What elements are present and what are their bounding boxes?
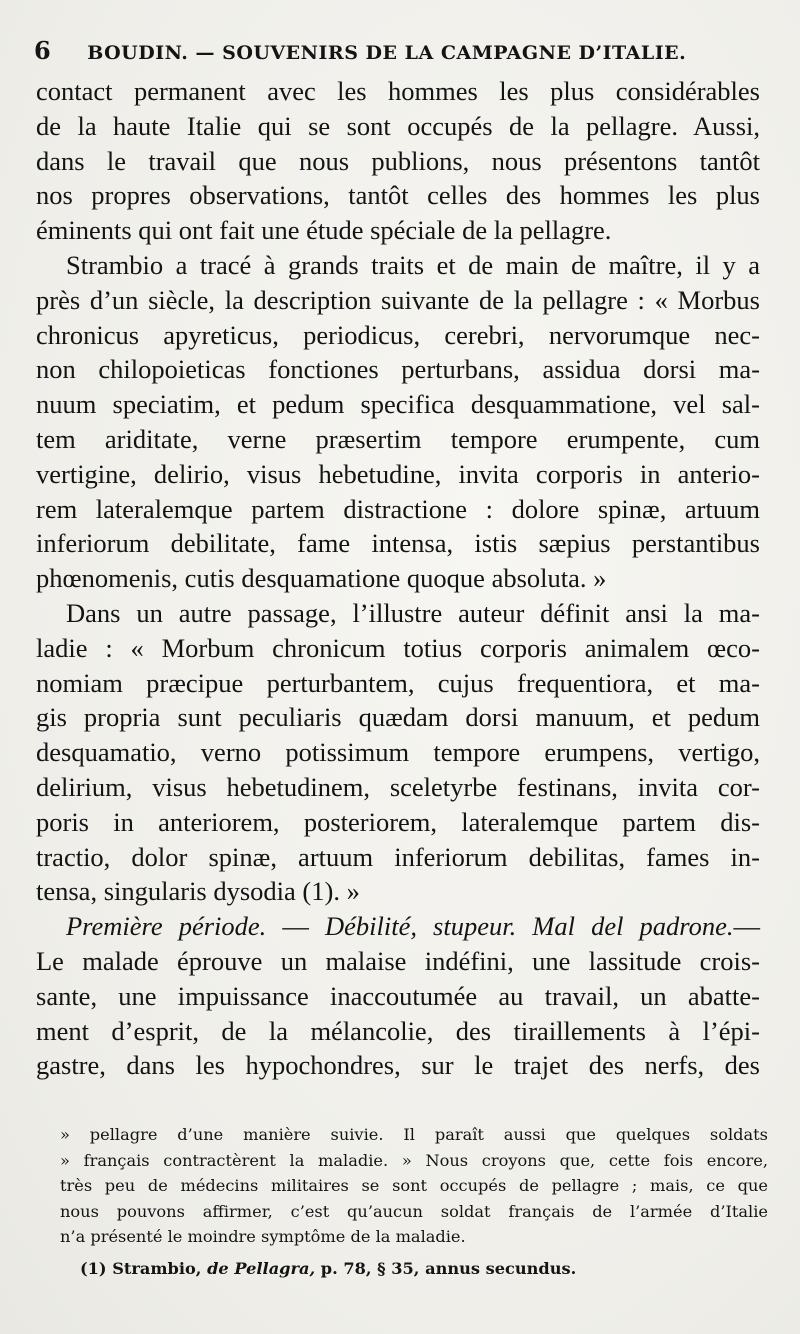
text-line: rem lateralemque partem distractione : dolore spinæ, artuum xyxy=(36,493,760,524)
page-number: 6 xyxy=(34,36,52,65)
text-line: inferiorum debilitate, fame intensa, istis sæpius perstantibus xyxy=(36,528,760,559)
period-dash: — xyxy=(266,911,325,942)
notes-block xyxy=(60,1122,768,1282)
text-line: Dans un autre passage, l’illustre auteur définit ansi la ma- xyxy=(66,597,760,628)
main-text xyxy=(36,74,760,1083)
text-line: desquamatio, verno potissimum tempore erumpens, vertigo, xyxy=(36,737,760,768)
period-heading xyxy=(36,909,760,944)
text-line: tractio, dolor spinæ, artuum inferiorum debilitas, fames in- xyxy=(36,841,760,872)
footnote xyxy=(60,1256,768,1282)
text-line: chronicus apyreticus, periodicus, cerebri, nervorumque nec- xyxy=(36,319,760,350)
period-title: Débilité, stupeur. Mal del padrone. xyxy=(324,911,734,942)
period-trail: — xyxy=(733,911,761,942)
running-header xyxy=(34,36,764,65)
text-line: tensa, singularis dysodia (1). » xyxy=(36,876,360,907)
text-line: ment d’esprit, de la mélancolie, des tiraillements à l’épi- xyxy=(36,1015,760,1046)
text-line: vertigine, delirio, visus hebetudine, invita corporis in anterio- xyxy=(36,458,760,489)
text-line: ladie : « Morbum chronicum totius corporis animalem œco- xyxy=(36,632,760,663)
text-line: près d’un siècle, la description suivante de la pellagre : « Morbus xyxy=(36,284,760,315)
text-line: delirium, visus hebetudinem, sceletyrbe festinans, invita cor- xyxy=(36,771,760,802)
text-line: tem ariditate, verne præsertim tempore erumpente, cum xyxy=(36,423,760,454)
text-line: Strambio a tracé à grands traits et de main de maître, il y a xyxy=(66,249,760,280)
footnote-de: de xyxy=(207,1258,229,1278)
note-line: nous pouvons affirmer, c’est qu’aucun soldat français de l’armée d’Italie xyxy=(60,1201,768,1221)
text-line: gastre, dans les hypochondres, sur le trajet des nerfs, des xyxy=(36,1050,760,1081)
text-line: de la haute Italie qui se sont occupés de la pellagre. Aussi, xyxy=(36,110,760,141)
text-line: contact permanent avec les hommes les plus considérables xyxy=(36,76,760,106)
note-line: » français contractèrent la maladie. » Nous croyons que, cette fois encore, xyxy=(60,1150,768,1170)
period-label: Première période. xyxy=(66,911,267,942)
footnote-rest: p. 78, § 35, annus secundus. xyxy=(320,1258,577,1278)
text-line: phœnomenis, cutis desquamatione quoque absoluta. » xyxy=(36,563,607,594)
text-line: poris in anteriorem, posteriorem, lateralemque partem dis- xyxy=(36,806,760,837)
footnote-line xyxy=(60,1256,768,1282)
footnote-marker: (1) xyxy=(80,1258,107,1278)
text-line: nomiam præcipue perturbantem, cujus frequentiora, et ma- xyxy=(36,667,760,698)
running-title: BOUDIN. — SOUVENIRS DE LA CAMPAGNE D’ITALIE. xyxy=(87,42,687,64)
text-line: nuum speciatim, et pedum specifica desquammatione, vel sal- xyxy=(36,389,760,420)
note-line: très peu de médecins militaires se sont occupés de pellagre ; mais, ce que xyxy=(60,1176,768,1196)
text-line: nos propres observations, tantôt celles des hommes les plus xyxy=(36,180,760,211)
text-line: non chilopoieticas fonctiones perturbans, assidua dorsi ma- xyxy=(36,354,760,385)
note-line: n’a présenté le moindre symptôme de la maladie. xyxy=(60,1227,466,1247)
footnote-work: Pellagra, xyxy=(234,1258,316,1278)
text-line: dans le travail que nous publions, nous présentons tantôt xyxy=(36,145,760,176)
text-line: Le malade éprouve un malaise indéfini, une lassitude crois- xyxy=(36,945,760,976)
text-line: éminents qui ont fait une étude spéciale de la pellagre. xyxy=(36,215,612,246)
note-line: » pellagre d’une manière suivie. Il paraît aussi que quelques soldats xyxy=(60,1125,768,1144)
text-line: gis propria sunt peculiaris quædam dorsi manuum, et pedum xyxy=(36,702,760,733)
footnote-author: Strambio, xyxy=(112,1258,202,1278)
text-line: sante, une impuissance inaccoutumée au travail, un abatte- xyxy=(36,980,760,1011)
